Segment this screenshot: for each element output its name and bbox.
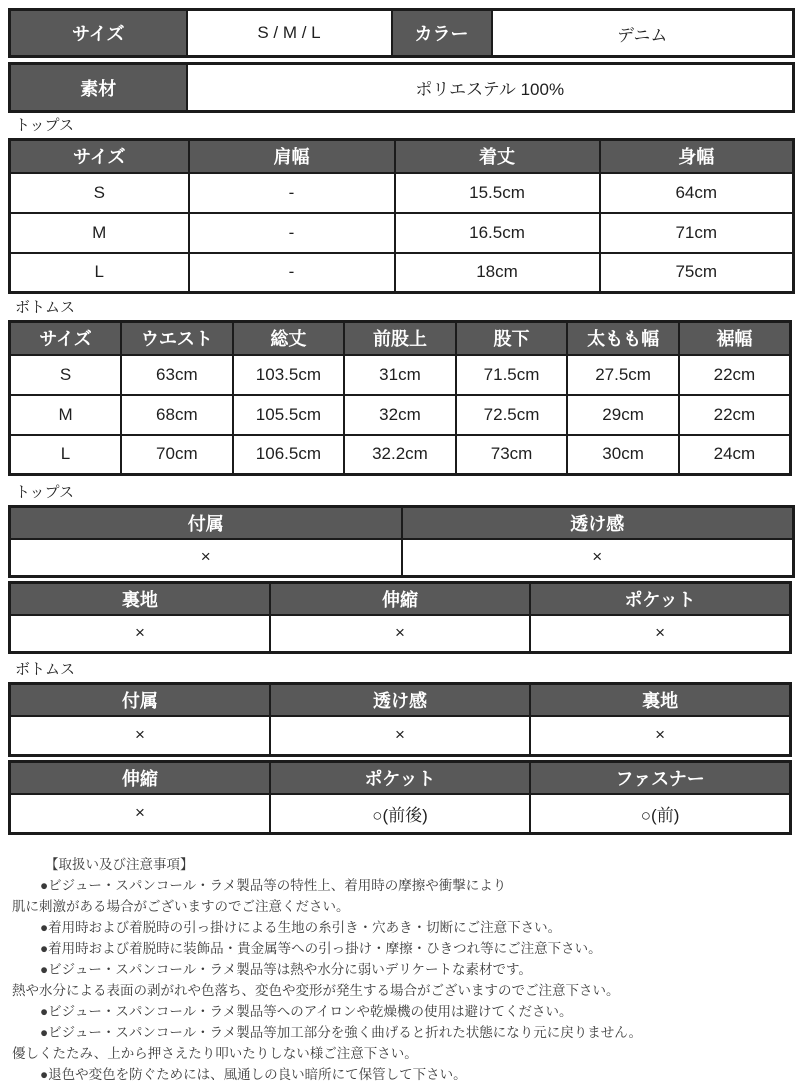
accessories-header: 付属 xyxy=(10,507,402,539)
waist-header: ウエスト xyxy=(121,322,233,355)
table-row xyxy=(10,716,791,756)
note-line: ●着用時および着脱時に装飾品・貴金属等への引っ掛け・摩擦・ひきつれ等にご注意下さい。 xyxy=(40,941,602,956)
thigh-width-header: 太もも幅 xyxy=(567,322,679,355)
cell: 73cm xyxy=(456,435,568,475)
cell: S xyxy=(10,173,189,213)
table-row xyxy=(10,173,794,213)
note-line: ●ビジュー・スパンコール・ラメ製品等へのアイロンや乾燥機の使用は避けてください。 xyxy=(40,1004,573,1019)
cell: 18cm xyxy=(395,253,600,293)
cell: S xyxy=(10,355,122,395)
cell: 32.2cm xyxy=(344,435,456,475)
note-line: 優しくたたみ、上から押さえたり叩いたりしない様ご注意下さい。 xyxy=(12,1046,418,1061)
inseam-header: 股下 xyxy=(456,322,568,355)
total-length-header: 総丈 xyxy=(233,322,345,355)
stretch-header: 伸縮 xyxy=(10,762,270,794)
handling-notes xyxy=(12,854,792,1085)
cell: 16.5cm xyxy=(395,213,600,253)
table-row xyxy=(10,253,794,293)
cell: 71cm xyxy=(600,213,794,253)
note-line: ●ビジュー・スパンコール・ラメ製品等は熱や水分に弱いデリケートな素材です。 xyxy=(40,962,532,977)
tops-attr-table-b xyxy=(8,581,792,654)
notes-title: 【取扱い及び注意事項】 xyxy=(45,857,194,872)
cell: 31cm xyxy=(344,355,456,395)
cell: × xyxy=(10,615,270,653)
size-col-header: サイズ xyxy=(10,140,189,173)
cell: × xyxy=(10,539,402,577)
cell: 106.5cm xyxy=(233,435,345,475)
cell: 32cm xyxy=(344,395,456,435)
cell: × xyxy=(530,716,790,756)
cell: M xyxy=(10,213,189,253)
stretch-header: 伸縮 xyxy=(270,583,530,615)
table-row xyxy=(10,539,794,577)
cell: × xyxy=(10,716,270,756)
sheerness-header: 透け感 xyxy=(402,507,794,539)
tops-attr-section-label: トップス xyxy=(15,484,74,501)
cell: 29cm xyxy=(567,395,679,435)
cell: L xyxy=(10,253,189,293)
cell: - xyxy=(189,253,395,293)
sheerness-header: 透け感 xyxy=(270,684,530,716)
table-row xyxy=(10,395,791,435)
lining-header: 裏地 xyxy=(10,583,270,615)
hem-width-header: 裾幅 xyxy=(679,322,791,355)
material-value-cell: ポリエステル 100% xyxy=(187,64,794,112)
bottoms-size-table xyxy=(8,320,792,476)
cell: 103.5cm xyxy=(233,355,345,395)
cell: 105.5cm xyxy=(233,395,345,435)
summary-size-color-table xyxy=(8,8,795,58)
table-row xyxy=(10,794,791,834)
cell: 72.5cm xyxy=(456,395,568,435)
cell: 22cm xyxy=(679,355,791,395)
table-row xyxy=(10,213,794,253)
summary-material-table xyxy=(8,62,795,113)
cell: 30cm xyxy=(567,435,679,475)
note-line: ●ビジュー・スパンコール・ラメ製品等の特性上、着用時の摩擦や衝撃により xyxy=(40,878,507,893)
shoulder-width-header: 肩幅 xyxy=(189,140,395,173)
cell: ○(前後) xyxy=(270,794,530,834)
table-row xyxy=(10,435,791,475)
cell: × xyxy=(270,615,530,653)
pocket-header: ポケット xyxy=(530,583,790,615)
body-width-header: 身幅 xyxy=(600,140,794,173)
cell: - xyxy=(189,173,395,213)
size-value-cell: S / M / L xyxy=(187,10,392,57)
cell: 15.5cm xyxy=(395,173,600,213)
lining-header: 裏地 xyxy=(530,684,790,716)
note-line: ●着用時および着脱時の引っ掛けによる生地の糸引き・穴あき・切断にご注意下さい。 xyxy=(40,920,562,935)
cell: M xyxy=(10,395,122,435)
tops-size-section-label: トップス xyxy=(15,117,74,134)
cell: - xyxy=(189,213,395,253)
size-label-cell: サイズ xyxy=(10,10,187,57)
cell: ○(前) xyxy=(530,794,790,834)
cell: 68cm xyxy=(121,395,233,435)
cell: 70cm xyxy=(121,435,233,475)
cell: 75cm xyxy=(600,253,794,293)
cell: × xyxy=(10,794,270,834)
size-col-header: サイズ xyxy=(10,322,122,355)
cell: 22cm xyxy=(679,395,791,435)
cell: 24cm xyxy=(679,435,791,475)
cell: 63cm xyxy=(121,355,233,395)
note-line: 熱や水分による表面の剥がれや色落ち、変色や変形が発生する場合がございますのでご注意下さい。 xyxy=(12,983,620,998)
table-row xyxy=(10,615,791,653)
note-line: ●ビジュー・スパンコール・ラメ製品等加工部分を強く曲げると折れた状態になり元に戻りません。 xyxy=(40,1025,643,1040)
zipper-header: ファスナー xyxy=(530,762,790,794)
accessories-header: 付属 xyxy=(10,684,270,716)
cell: 64cm xyxy=(600,173,794,213)
tops-attr-table-a xyxy=(8,505,795,578)
tops-size-table xyxy=(8,138,795,294)
cell: 27.5cm xyxy=(567,355,679,395)
material-label-cell: 素材 xyxy=(10,64,187,112)
length-header: 着丈 xyxy=(395,140,600,173)
cell: × xyxy=(530,615,790,653)
cell: L xyxy=(10,435,122,475)
front-rise-header: 前股上 xyxy=(344,322,456,355)
cell: × xyxy=(402,539,794,577)
bottoms-attr-section-label: ボトムス xyxy=(15,661,76,678)
cell: × xyxy=(270,716,530,756)
note-line: ●退色や変色を防ぐためには、風通しの良い暗所にて保管して下さい。 xyxy=(40,1067,467,1082)
pocket-header: ポケット xyxy=(270,762,530,794)
color-value-cell: デニム xyxy=(492,10,794,57)
cell: 71.5cm xyxy=(456,355,568,395)
bottoms-attr-table-b xyxy=(8,760,792,835)
table-row xyxy=(10,355,791,395)
note-line: 肌に刺激がある場合がございますのでご注意ください。 xyxy=(12,899,350,914)
color-label-cell: カラー xyxy=(392,10,492,57)
bottoms-size-section-label: ボトムス xyxy=(15,299,76,316)
bottoms-attr-table-a xyxy=(8,682,792,757)
